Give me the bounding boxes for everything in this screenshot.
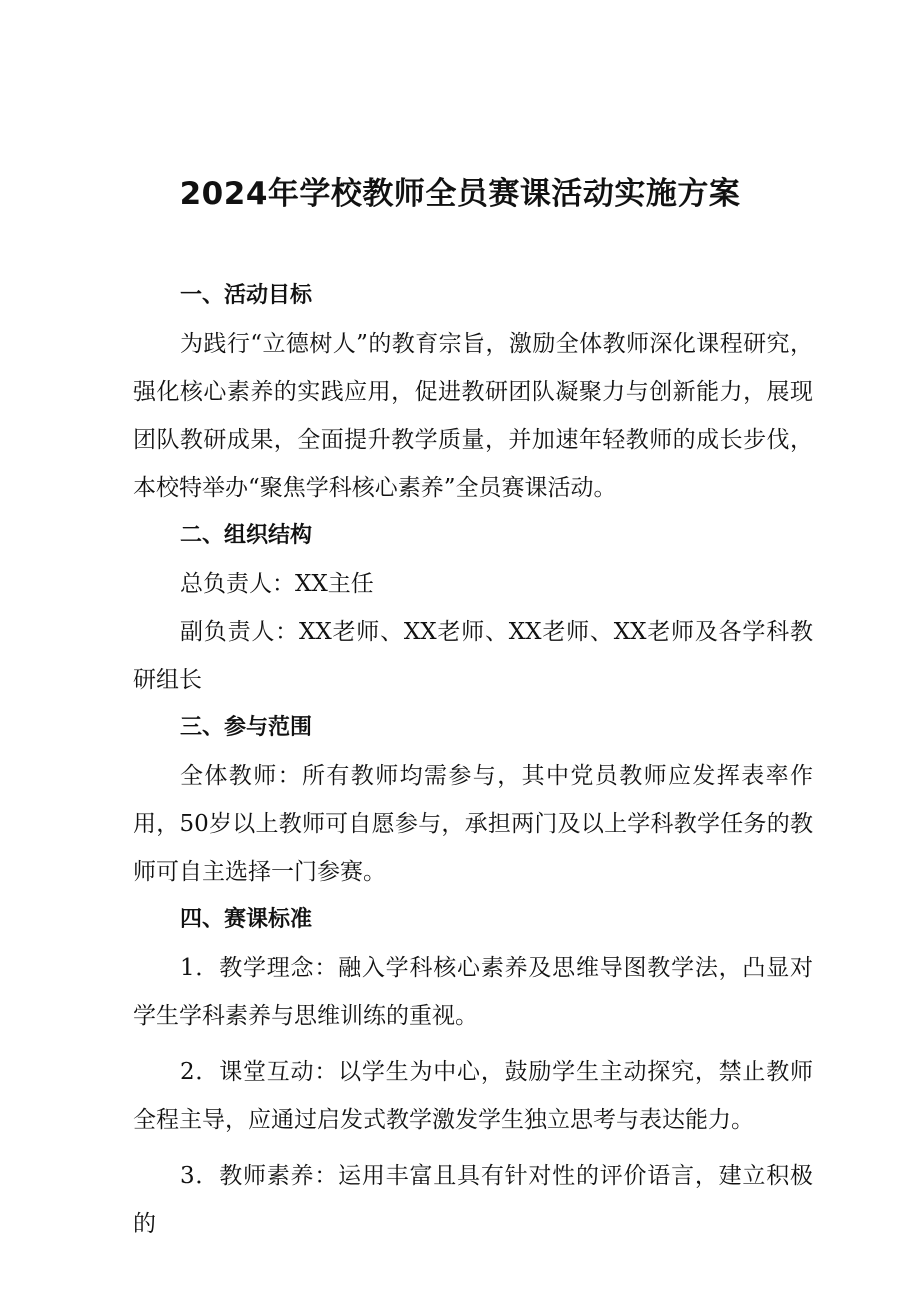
document-title: 2024年学校教师全员赛课活动实施方案 <box>179 176 741 212</box>
section-heading-criteria: 四、赛课标准 <box>180 907 313 932</box>
structure-deputy: 副负责人：XX老师、XX老师、XX老师、XX老师及各学科教研组长 <box>133 619 813 693</box>
structure-leader: 总负责人：XX主任 <box>180 571 374 597</box>
criteria-item: 3．教师素养：运用丰富且具有针对性的评价语言，建立积极的 <box>133 1163 813 1237</box>
criteria-item: 2．课堂互动：以学生为中心，鼓励学生主动探究，禁止教师全程主导，应通过启发式教学激发学生独立思考与表达能力。 <box>133 1059 813 1133</box>
document-body <box>133 272 813 1248</box>
section-heading-scope: 三、参与范围 <box>180 715 313 740</box>
scope-paragraph: 全体教师：所有教师均需参与，其中党员教师应发挥表率作用，50岁以上教师可自愿参与，承担两门及以上学科教学任务的教师可自主选择一门参赛。 <box>133 763 813 885</box>
goal-paragraph: 为践行“立德树人”的教育宗旨，激励全体教师深化课程研究，强化核心素养的实践应用，促进教研团队凝聚力与创新能力，展现团队教研成果，全面提升教学质量，并加速年轻教师的成长步伐，本校特举办“聚焦学科核心素养”全员赛课活动。 <box>133 331 813 501</box>
section-heading-goal: 一、活动目标 <box>180 283 313 308</box>
section-heading-structure: 二、组织结构 <box>180 523 313 548</box>
criteria-item: 1．教学理念：融入学科核心素养及思维导图教学法，凸显对学生学科素养与思维训练的重视。 <box>133 955 813 1029</box>
